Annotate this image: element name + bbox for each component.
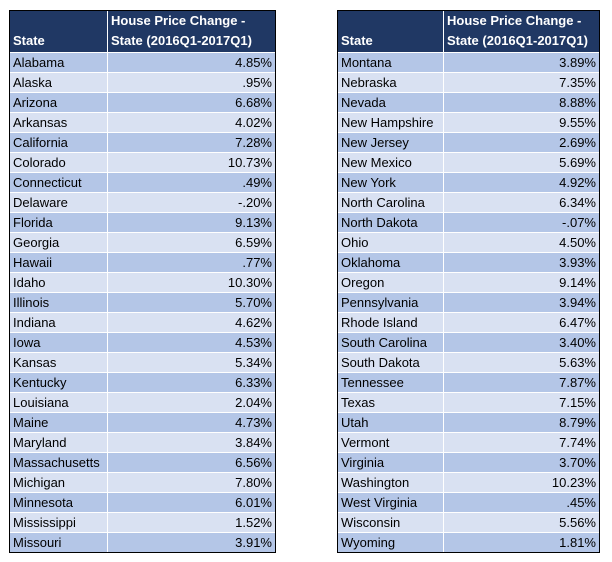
table-row	[338, 313, 600, 333]
state-cell: California	[10, 133, 108, 153]
price-change-cell: 5.69%	[444, 153, 600, 173]
price-change-cell: 3.40%	[444, 333, 600, 353]
state-cell: Maine	[10, 413, 108, 433]
price-change-cell: 3.94%	[444, 293, 600, 313]
price-change-column-header: House Price Change - State (2016Q1-2017Q1)	[444, 11, 600, 53]
state-cell: South Dakota	[338, 353, 444, 373]
state-cell: Massachusetts	[10, 453, 108, 473]
state-cell: West Virginia	[338, 493, 444, 513]
table-row	[338, 53, 600, 73]
price-change-cell: 3.84%	[108, 433, 276, 453]
price-change-cell: 7.28%	[108, 133, 276, 153]
state-cell: Arkansas	[10, 113, 108, 133]
table-row	[10, 273, 276, 293]
table-row	[338, 533, 600, 553]
price-change-cell: 3.91%	[108, 533, 276, 553]
state-cell: Nevada	[338, 93, 444, 113]
table-row	[10, 313, 276, 333]
price-change-cell: 9.14%	[444, 273, 600, 293]
table-row	[10, 493, 276, 513]
price-change-cell: 4.02%	[108, 113, 276, 133]
price-change-cell: 4.92%	[444, 173, 600, 193]
price-change-cell: 6.59%	[108, 233, 276, 253]
table-header-row	[338, 11, 600, 53]
house-price-table-left	[9, 10, 276, 553]
state-cell: Mississippi	[10, 513, 108, 533]
table-row	[338, 193, 600, 213]
table-row	[10, 533, 276, 553]
price-change-cell: 6.33%	[108, 373, 276, 393]
state-cell: South Carolina	[338, 333, 444, 353]
state-cell: Utah	[338, 413, 444, 433]
price-change-cell: 10.30%	[108, 273, 276, 293]
price-change-cell: 5.63%	[444, 353, 600, 373]
table-row	[338, 173, 600, 193]
state-cell: Delaware	[10, 193, 108, 213]
price-change-cell: 6.47%	[444, 313, 600, 333]
price-change-cell: 4.50%	[444, 233, 600, 253]
state-cell: Michigan	[10, 473, 108, 493]
table-row	[10, 433, 276, 453]
state-cell: Texas	[338, 393, 444, 413]
table-body	[10, 53, 276, 553]
price-change-cell: 6.68%	[108, 93, 276, 113]
state-cell: Oregon	[338, 273, 444, 293]
table-row	[338, 393, 600, 413]
price-change-cell: 6.34%	[444, 193, 600, 213]
price-change-cell: .77%	[108, 253, 276, 273]
price-change-cell: 3.70%	[444, 453, 600, 473]
price-change-cell: 1.81%	[444, 533, 600, 553]
table-body	[338, 53, 600, 553]
price-change-cell: 4.62%	[108, 313, 276, 333]
table-row	[10, 353, 276, 373]
table-row	[338, 493, 600, 513]
table-row	[10, 73, 276, 93]
table-row	[338, 353, 600, 373]
state-cell: Alabama	[10, 53, 108, 73]
price-change-cell: 8.88%	[444, 93, 600, 113]
state-cell: Montana	[338, 53, 444, 73]
state-cell: Iowa	[10, 333, 108, 353]
table-row	[338, 333, 600, 353]
price-change-cell: 10.73%	[108, 153, 276, 173]
state-cell: New Jersey	[338, 133, 444, 153]
table-row	[338, 473, 600, 493]
price-change-cell: 10.23%	[444, 473, 600, 493]
price-change-cell: 7.35%	[444, 73, 600, 93]
state-column-header: State	[338, 11, 444, 53]
price-change-cell: -.07%	[444, 213, 600, 233]
table-row	[10, 53, 276, 73]
state-cell: Florida	[10, 213, 108, 233]
table-row	[338, 293, 600, 313]
price-change-cell: .49%	[108, 173, 276, 193]
table-row	[338, 453, 600, 473]
table-row	[10, 513, 276, 533]
price-change-cell: 2.04%	[108, 393, 276, 413]
table-row	[338, 73, 600, 93]
state-cell: Missouri	[10, 533, 108, 553]
table-row	[338, 273, 600, 293]
table-row	[10, 333, 276, 353]
table-row	[10, 133, 276, 153]
price-change-cell: 5.34%	[108, 353, 276, 373]
price-change-cell: 7.80%	[108, 473, 276, 493]
state-cell: Colorado	[10, 153, 108, 173]
state-cell: Oklahoma	[338, 253, 444, 273]
price-change-cell: 1.52%	[108, 513, 276, 533]
table-row	[10, 93, 276, 113]
table-row	[10, 253, 276, 273]
table-row	[338, 253, 600, 273]
table-row	[10, 233, 276, 253]
state-cell: Indiana	[10, 313, 108, 333]
price-change-cell: 4.53%	[108, 333, 276, 353]
state-cell: Kentucky	[10, 373, 108, 393]
state-cell: Ohio	[338, 233, 444, 253]
table-row	[10, 113, 276, 133]
price-change-cell: 4.85%	[108, 53, 276, 73]
state-cell: New Hampshire	[338, 113, 444, 133]
state-cell: Washington	[338, 473, 444, 493]
table-row	[338, 133, 600, 153]
price-change-cell: .45%	[444, 493, 600, 513]
table-row	[338, 153, 600, 173]
table-header-row	[10, 11, 276, 53]
price-change-cell: 3.93%	[444, 253, 600, 273]
state-cell: Hawaii	[10, 253, 108, 273]
price-change-cell: 2.69%	[444, 133, 600, 153]
price-change-column-header: House Price Change - State (2016Q1-2017Q1)	[108, 11, 276, 53]
table-row	[10, 173, 276, 193]
price-change-cell: .95%	[108, 73, 276, 93]
price-change-cell: 5.56%	[444, 513, 600, 533]
table-row	[10, 153, 276, 173]
state-cell: Nebraska	[338, 73, 444, 93]
state-cell: Wisconsin	[338, 513, 444, 533]
state-cell: Idaho	[10, 273, 108, 293]
table-row	[338, 233, 600, 253]
state-cell: Minnesota	[10, 493, 108, 513]
state-cell: Alaska	[10, 73, 108, 93]
state-cell: Arizona	[10, 93, 108, 113]
price-change-cell: 6.01%	[108, 493, 276, 513]
table-row	[10, 453, 276, 473]
state-cell: Maryland	[10, 433, 108, 453]
price-change-cell: 6.56%	[108, 453, 276, 473]
state-cell: New York	[338, 173, 444, 193]
price-change-cell: 7.74%	[444, 433, 600, 453]
state-cell: Connecticut	[10, 173, 108, 193]
price-change-cell: -.20%	[108, 193, 276, 213]
state-cell: Louisiana	[10, 393, 108, 413]
table-row	[338, 513, 600, 533]
price-change-cell: 8.79%	[444, 413, 600, 433]
price-change-cell: 7.87%	[444, 373, 600, 393]
price-change-cell: 7.15%	[444, 393, 600, 413]
price-change-cell: 4.73%	[108, 413, 276, 433]
table-row	[10, 473, 276, 493]
state-cell: Wyoming	[338, 533, 444, 553]
table-row	[10, 393, 276, 413]
price-change-cell: 9.13%	[108, 213, 276, 233]
table-row	[10, 413, 276, 433]
table-row	[338, 413, 600, 433]
state-cell: Illinois	[10, 293, 108, 313]
price-change-cell: 9.55%	[444, 113, 600, 133]
state-cell: New Mexico	[338, 153, 444, 173]
state-cell: Virginia	[338, 453, 444, 473]
state-cell: Vermont	[338, 433, 444, 453]
state-cell: Georgia	[10, 233, 108, 253]
table-row	[338, 93, 600, 113]
table-row	[10, 293, 276, 313]
table-row	[338, 213, 600, 233]
table-row	[338, 113, 600, 133]
state-column-header: State	[10, 11, 108, 53]
state-cell: Pennsylvania	[338, 293, 444, 313]
state-cell: Rhode Island	[338, 313, 444, 333]
state-cell: North Carolina	[338, 193, 444, 213]
house-price-table-right	[337, 10, 600, 553]
table-row	[10, 193, 276, 213]
price-change-cell: 3.89%	[444, 53, 600, 73]
state-cell: Kansas	[10, 353, 108, 373]
state-cell: North Dakota	[338, 213, 444, 233]
price-change-cell: 5.70%	[108, 293, 276, 313]
table-row	[10, 373, 276, 393]
table-row	[10, 213, 276, 233]
table-row	[338, 433, 600, 453]
table-row	[338, 373, 600, 393]
state-cell: Tennessee	[338, 373, 444, 393]
